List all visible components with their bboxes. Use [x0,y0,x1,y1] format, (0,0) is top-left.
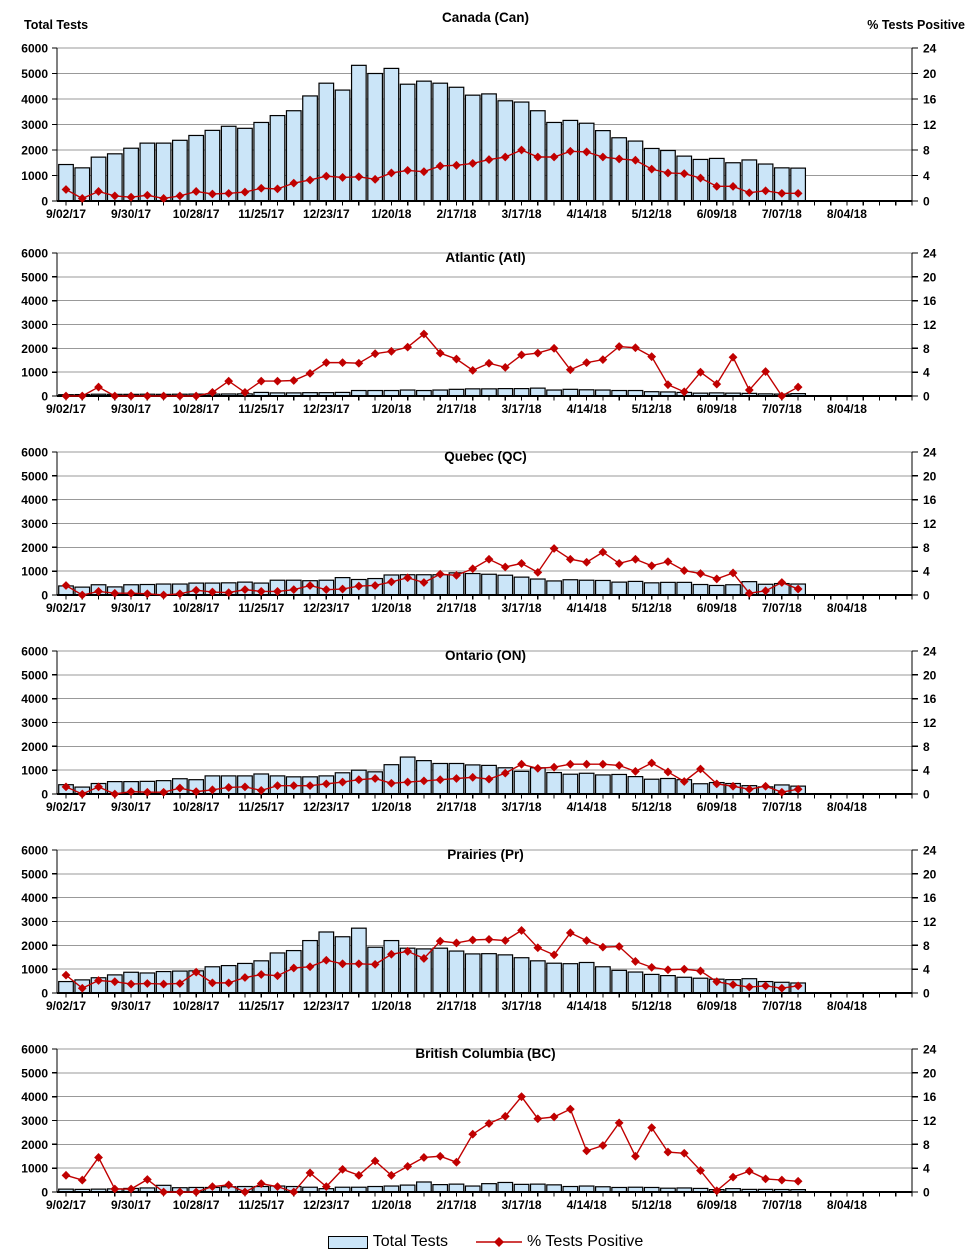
svg-text:12: 12 [923,318,937,332]
svg-text:12: 12 [923,1114,937,1128]
svg-text:0: 0 [923,389,930,404]
svg-text:9/02/17: 9/02/17 [45,800,87,814]
svg-text:8/04/18: 8/04/18 [826,800,867,814]
svg-text:1000: 1000 [21,1161,48,1176]
svg-text:3000: 3000 [21,318,48,332]
total-tests-bars [59,1182,806,1192]
svg-text:9/30/17: 9/30/17 [111,402,152,416]
svg-text:20: 20 [923,1066,937,1081]
svg-text:1000: 1000 [21,365,48,380]
svg-text:2/17/18: 2/17/18 [436,800,477,814]
svg-text:4/14/18: 4/14/18 [566,999,607,1013]
svg-text:0: 0 [923,787,930,802]
svg-text:9/02/17: 9/02/17 [45,1198,87,1212]
svg-text:6/09/18: 6/09/18 [696,1198,737,1212]
svg-text:8: 8 [923,938,930,953]
svg-text:4/14/18: 4/14/18 [566,207,607,221]
svg-text:5/12/18: 5/12/18 [631,800,672,814]
svg-text:12: 12 [923,517,937,531]
svg-text:4/14/18: 4/14/18 [566,601,607,615]
svg-text:24: 24 [923,445,937,460]
chart-prairies [0,827,971,1026]
svg-text:20: 20 [923,270,937,285]
svg-text:12: 12 [923,716,937,730]
svg-text:3000: 3000 [21,716,48,730]
gridlines [57,1049,912,1168]
svg-text:8: 8 [923,540,930,555]
svg-text:4: 4 [923,365,930,380]
svg-text:3000: 3000 [21,1114,48,1128]
svg-text:5/12/18: 5/12/18 [631,1198,672,1212]
legend-item-pct-positive [476,1233,643,1251]
legend-pct-positive-label: % Tests Positive [527,1233,644,1250]
svg-text:8/04/18: 8/04/18 [826,999,867,1013]
svg-text:8/04/18: 8/04/18 [826,601,867,615]
svg-text:1/20/18: 1/20/18 [371,1198,412,1212]
svg-text:0: 0 [923,588,930,603]
svg-text:1/20/18: 1/20/18 [371,601,412,615]
chart-british-columbia [0,1026,971,1225]
gridlines [57,452,912,571]
svg-text:20: 20 [923,668,937,683]
svg-text:5000: 5000 [21,67,48,81]
svg-text:1000: 1000 [21,962,48,977]
svg-text:12/23/17: 12/23/17 [302,402,350,416]
svg-text:0: 0 [923,194,930,209]
svg-text:11/25/17: 11/25/17 [238,207,285,221]
svg-text:8: 8 [923,341,930,356]
svg-text:6000: 6000 [21,644,48,659]
chart-title-ontario: Ontario (ON) [445,648,526,663]
chart-quebec [0,429,971,628]
svg-text:9/30/17: 9/30/17 [111,1198,152,1212]
svg-text:16: 16 [923,493,937,508]
svg-text:5000: 5000 [21,469,48,484]
right-axis-title: % Tests Positive [867,18,965,32]
svg-text:4: 4 [923,763,930,778]
svg-text:0: 0 [41,1185,48,1200]
svg-text:3/17/18: 3/17/18 [501,601,542,615]
chart-ontario [0,628,971,827]
svg-text:4/14/18: 4/14/18 [566,800,607,814]
svg-text:5000: 5000 [21,867,48,882]
svg-text:8/04/18: 8/04/18 [826,1198,867,1212]
svg-text:16: 16 [923,1090,937,1105]
svg-text:10/28/17: 10/28/17 [172,999,220,1013]
svg-text:4: 4 [923,564,930,579]
svg-text:10/28/17: 10/28/17 [172,800,220,814]
svg-text:6/09/18: 6/09/18 [696,800,737,814]
svg-text:0: 0 [923,986,930,1001]
svg-text:6000: 6000 [21,41,48,56]
svg-text:2/17/18: 2/17/18 [436,999,477,1013]
total-tests-bars [59,573,806,595]
svg-text:3000: 3000 [21,118,48,132]
svg-text:4: 4 [923,1161,930,1176]
svg-text:0: 0 [41,986,48,1001]
svg-text:0: 0 [41,588,48,603]
svg-text:2000: 2000 [21,938,48,953]
svg-text:5/12/18: 5/12/18 [631,207,672,221]
svg-text:2000: 2000 [21,143,48,158]
svg-text:24: 24 [923,1042,937,1057]
svg-text:0: 0 [923,1185,930,1200]
svg-text:5000: 5000 [21,1066,48,1081]
left-axis-title: Total Tests [24,18,89,32]
svg-text:7/07/18: 7/07/18 [761,800,802,814]
svg-text:24: 24 [923,41,937,56]
svg-text:12/23/17: 12/23/17 [302,207,350,221]
chart-title-atlantic: Atlantic (Atl) [445,250,526,265]
gridlines [57,651,912,770]
total-tests-bars [59,65,806,201]
svg-text:9/30/17: 9/30/17 [111,800,152,814]
svg-text:6000: 6000 [21,445,48,460]
svg-text:20: 20 [923,67,937,81]
svg-text:8/04/18: 8/04/18 [826,207,867,221]
svg-text:9/30/17: 9/30/17 [111,999,152,1013]
svg-text:3000: 3000 [21,915,48,929]
svg-text:11/25/17: 11/25/17 [238,800,285,814]
svg-text:8/04/18: 8/04/18 [826,402,867,416]
svg-text:3/17/18: 3/17/18 [501,1198,542,1212]
svg-text:4000: 4000 [21,692,48,707]
svg-text:11/25/17: 11/25/17 [238,601,285,615]
svg-text:4/14/18: 4/14/18 [566,402,607,416]
svg-text:4000: 4000 [21,294,48,309]
svg-text:16: 16 [923,891,937,906]
svg-text:5/12/18: 5/12/18 [631,999,672,1013]
svg-text:4: 4 [923,962,930,977]
svg-text:9/02/17: 9/02/17 [45,402,87,416]
svg-text:2/17/18: 2/17/18 [436,1198,477,1212]
svg-text:4000: 4000 [21,92,48,107]
svg-text:2/17/18: 2/17/18 [436,402,477,416]
svg-text:3/17/18: 3/17/18 [501,800,542,814]
svg-text:9/02/17: 9/02/17 [45,207,87,221]
svg-text:9/02/17: 9/02/17 [45,601,87,615]
svg-text:7/07/18: 7/07/18 [761,1198,802,1212]
svg-text:12/23/17: 12/23/17 [302,601,350,615]
chart-atlantic [0,230,971,429]
svg-text:10/28/17: 10/28/17 [172,207,220,221]
svg-text:4000: 4000 [21,1090,48,1105]
pct-positive-line [62,330,803,401]
svg-text:24: 24 [923,246,937,261]
svg-text:6000: 6000 [21,843,48,858]
chart-canada [0,0,971,230]
svg-text:7/07/18: 7/07/18 [761,402,802,416]
svg-text:4: 4 [923,169,930,183]
total-tests-bars [59,757,806,794]
svg-text:8: 8 [923,143,930,158]
svg-text:1/20/18: 1/20/18 [371,999,412,1013]
svg-text:12/23/17: 12/23/17 [302,800,350,814]
svg-text:20: 20 [923,469,937,484]
svg-text:4/14/18: 4/14/18 [566,1198,607,1212]
svg-text:1/20/18: 1/20/18 [371,402,412,416]
chart-title-british-columbia: British Columbia (BC) [415,1046,556,1061]
svg-text:1000: 1000 [21,564,48,579]
svg-text:0: 0 [41,787,48,802]
svg-text:12/23/17: 12/23/17 [302,1198,350,1212]
svg-text:3000: 3000 [21,517,48,531]
svg-text:6000: 6000 [21,1042,48,1057]
svg-text:12: 12 [923,118,937,132]
svg-text:9/30/17: 9/30/17 [111,601,152,615]
svg-text:10/28/17: 10/28/17 [172,1198,220,1212]
svg-text:6/09/18: 6/09/18 [696,402,737,416]
svg-text:11/25/17: 11/25/17 [238,402,285,416]
svg-text:12/23/17: 12/23/17 [302,999,350,1013]
svg-text:1000: 1000 [21,169,48,183]
svg-text:16: 16 [923,92,937,107]
svg-text:2/17/18: 2/17/18 [436,207,477,221]
svg-text:24: 24 [923,644,937,659]
pct-positive-line-diamond-icon [476,1235,522,1249]
chart-title-quebec: Quebec (QC) [444,449,527,464]
svg-text:1000: 1000 [21,763,48,778]
svg-text:16: 16 [923,294,937,309]
svg-text:6/09/18: 6/09/18 [696,999,737,1013]
svg-text:11/25/17: 11/25/17 [238,1198,285,1212]
chart-title-canada: Canada (Can) [441,10,529,25]
svg-text:5000: 5000 [21,668,48,683]
svg-text:24: 24 [923,843,937,858]
total-tests-bars [59,388,806,396]
svg-text:1/20/18: 1/20/18 [371,800,412,814]
svg-text:2/17/18: 2/17/18 [436,601,477,615]
svg-text:16: 16 [923,692,937,707]
svg-text:0: 0 [41,194,48,209]
svg-text:6/09/18: 6/09/18 [696,601,737,615]
svg-text:2000: 2000 [21,341,48,356]
svg-text:7/07/18: 7/07/18 [761,999,802,1013]
svg-text:6000: 6000 [21,246,48,261]
svg-text:2000: 2000 [21,739,48,754]
gridlines [57,253,912,372]
svg-text:5000: 5000 [21,270,48,285]
svg-text:9/02/17: 9/02/17 [45,999,87,1013]
legend-total-tests-label: Total Tests [372,1233,449,1250]
svg-text:2000: 2000 [21,1137,48,1152]
svg-text:4000: 4000 [21,493,48,508]
legend-item-total-tests [328,1233,448,1251]
svg-text:3/17/18: 3/17/18 [501,402,542,416]
svg-text:3/17/18: 3/17/18 [501,207,542,221]
svg-text:6/09/18: 6/09/18 [696,207,737,221]
svg-text:1/20/18: 1/20/18 [371,207,412,221]
svg-text:7/07/18: 7/07/18 [761,207,802,221]
legend [0,1225,971,1259]
canada-plot [0,0,971,230]
svg-text:8: 8 [923,739,930,754]
chart-title-prairies: Prairies (Pr) [447,847,524,862]
svg-text:20: 20 [923,867,937,882]
svg-text:10/28/17: 10/28/17 [172,402,220,416]
svg-text:5/12/18: 5/12/18 [631,601,672,615]
svg-text:0: 0 [41,389,48,404]
svg-text:8: 8 [923,1137,930,1152]
svg-text:5/12/18: 5/12/18 [631,402,672,416]
gridlines [57,850,912,969]
svg-text:9/30/17: 9/30/17 [111,207,152,221]
svg-text:12: 12 [923,915,937,929]
svg-text:2000: 2000 [21,540,48,555]
svg-text:7/07/18: 7/07/18 [761,601,802,615]
total-tests-swatch-icon [328,1236,368,1249]
svg-text:3/17/18: 3/17/18 [501,999,542,1013]
svg-text:10/28/17: 10/28/17 [172,601,220,615]
svg-text:4000: 4000 [21,891,48,906]
svg-text:11/25/17: 11/25/17 [238,999,285,1013]
